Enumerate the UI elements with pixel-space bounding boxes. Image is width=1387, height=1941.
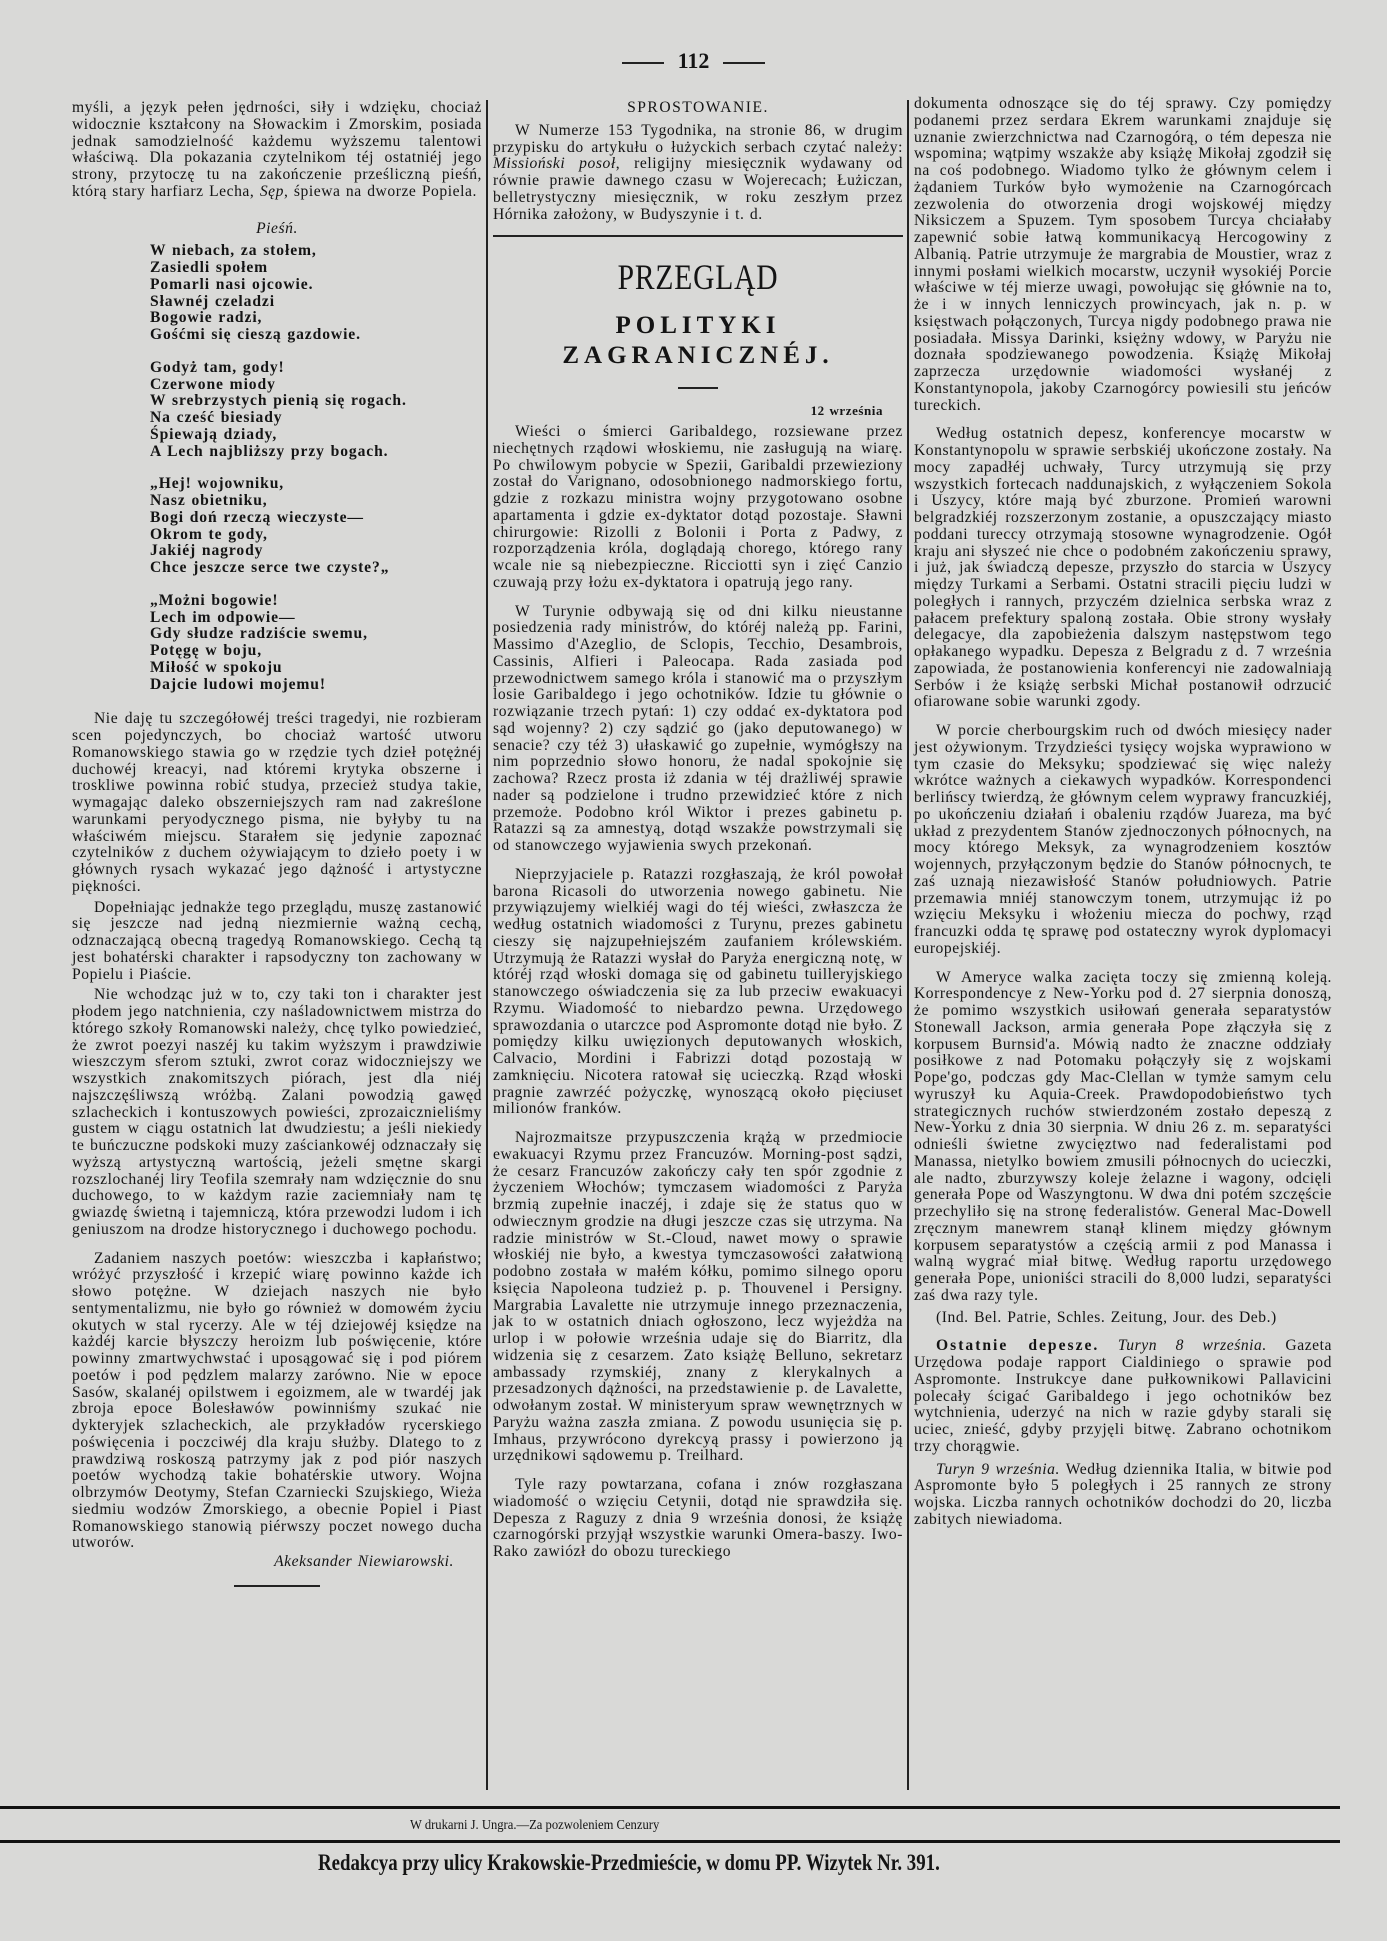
- paragraph: Nieprzyjaciele p. Ratazzi rozgłaszają, że król powołał barona Ricasoli do utworzenia nowego gabinetu. Nie przywiązujemy wielkiéj wagi do téj wieści, zwłaszcza że według ostatnich wiadomości z Turynu, prezes gabinetu cieszy się najzupełniejszém zaufaniem królewskiém. Utrzymują że Ratazzi wysłał do Paryża energiczną notę, w któréj rząd włoski domaga się od gabinetu tuilleryjskiego stanowczego oświadczenia się za lub przeciw ewakuacyi Rzymu. Wiadomość to niebardzo pewna. Urzędowego sprawozdania o utarczce pod Aspromonte dotąd nie było. Z pomiędzy kilku uwięzionych deputowanych włoskich, Calvacio, Mordini i Fabrizzi dotąd pozostają w zamknięciu. Nicotera ratował się ucieczką. Rząd włoski pragnie zawrzéć pożyczkę, wynoszącą około pięciuset milionów franków.: [493, 865, 903, 1118]
- poem-line: W niebach, za stołem,: [150, 242, 317, 260]
- sources-note: (Ind. Bel. Patrie, Schles. Zeitung, Jour. des Deb.): [936, 1308, 1277, 1326]
- dateline: Turyn 8 września.: [1117, 1337, 1267, 1355]
- page-number: [0, 48, 1387, 74]
- paragraph: Wieści o śmierci Garibaldego, rozsiewane przez niechętnych rządowi włoskiemu, nie zasługują na wiarę. Po chwilowym pobycie w Spezii, Garibaldi przewieziony został do Varignano, odosobnionego nadmorskiego fortu, gdzie z rozkazu ministra wojny przygotowano osobne apartamenta i gdzie ex-dyktator dotąd pozostaje. Sławni chirurgowie: Rizolli z Bolonii i Porta z Padwy, z rozporządzenia króla, doglądają chorego, którego rany wcale nie są niebezpieczne. Ricciotti syn i zięć Canzio czuwają przy łożu ex-dyktatora i opatrują jego rany.: [493, 423, 903, 591]
- poem-line: Chce jeszcze serce twe czyste?„: [150, 559, 390, 576]
- section-subtitle: POLITYKI ZAGRANICZNÉJ.: [562, 312, 834, 370]
- poem-line: Pomarli nasi ojcowie.: [150, 275, 314, 293]
- poem-line: Jakiéj nagrody: [150, 542, 264, 560]
- poem-line: Okrom te gody,: [150, 525, 268, 543]
- text: myśli, a język pełen jędrności, siły i wdzięku, chociaż widocznie kształcony na Słowackim i Zmorskim, posiada jednak samodzielność każdemu wyższemu talentowi właściwą. Dla pokazania czytelnikom téj ostatniéj jego strony, przytoczę tu na zakończenie prześliczną pieśń, którą stary harfiarz Lecha,: [72, 99, 482, 200]
- paragraph: dokumenta odnoszące się do téj sprawy. Czy pomiędzy podanemi przez serdara Ekrem warunkami znajduje się uznanie zwierzchnictwa nad Czarnogórą, o tém depesza nie wspomina; wątpimy wszakże aby książę Mikołaj zgodził się na coś podobnego. Wiadomo tylko że głównym celem i żądaniem Turków było wymożenie na Czarnogórcach zezwolenia do otworzenia drogi wojskowéj między Niksiczem a Spuzem. Tym sposobem Turcya chciałaby zapewnić sobie łatwą kommunikacyą Hercogowiny z Albanią. Patrie utrzymuje że margrabia de Moustier, wraz z innymi posłami wielkich mocarstw, uczynił wysokiéj Porcie właściwe w téj mierze uwagi, powołując się głównie na to, że i w innych lenniczych prowincyach, jak n. p. w księstwach połączonych, Turcya nigdy podobnego prawa nie posiadała. Missya Darinki, księżny wdowy, w Paryżu nie doznała spodziewanego powodzenia. Książę Mikołaj zaprzecza urzędownie wiadomości wysłanéj z Konstantynopola, jakoby Czarnogórcy powiesili stu jeńców tureckich.: [914, 95, 1332, 414]
- poem-line: Godyż tam, gody!: [150, 358, 285, 376]
- column-divider: [486, 100, 488, 1790]
- footer-rule: [0, 1840, 1340, 1843]
- poem-line: Lech im odpowie—: [150, 608, 296, 626]
- column-divider: [907, 100, 909, 1790]
- poem-line: Zasiedli społem: [150, 259, 269, 276]
- dateline: 12 września: [810, 403, 883, 419]
- poem-line: Bogi doń rzeczą wieczyste—: [150, 508, 364, 526]
- poem-line: Na cześć biesiady: [150, 409, 283, 426]
- author-signature: Akeksander Niewiarowski.: [274, 1553, 454, 1570]
- poem-stanza: [150, 360, 482, 461]
- poem-line: Nasz obietniku,: [150, 492, 268, 509]
- editorial-address: Redakcya przy ulicy Krakowskie-Przedmieście, w domu PP. Wizytek Nr. 391.: [318, 1850, 940, 1875]
- text: Według dziennika Italia, w bitwie pod Aspromonte było 5 poległych i 25 rannych ze strony wojska. Liczba rannych ochotników dochodzi do 20, liczba zabitych niewiadoma.: [914, 1460, 1332, 1528]
- poem-line: Gdy słudze radziście swemu,: [150, 625, 368, 643]
- paragraph: W porcie cherbourgskim ruch od dwóch miesięcy nader jest ożywionym. Trzydzieści tysięcy wojska wyprawiono w tym czasie do Meksyku; spodziewać się więc należy wkrótce ważnych a ciekawych wypadków. Korrespondenci berlińscy twierdzą, że głównym celem wyprawy francuzkiéj, po ukończeniu działań i obaleniu rządów Juareza, ma być układ z prezydentem Stanów zjednoczonych północnych, na mocy którego Meksyk, za wynagrodzeniem kosztów wojennych, przyłączonym będzie do Stanów północnych, te zaś uznają niezawisłość Stanów południowych. Patrie przemawia mniéj stanowczym tonem, utrzymując iż po wzięciu Meksyku i włożeniu miecza do pochwy, rząd francuzki odda tę sprawę pod ostateczny wyrok dyplomacyi europejskiéj.: [914, 722, 1332, 957]
- poem-stanza: [150, 243, 482, 344]
- poem: [72, 243, 482, 693]
- poem-line: „Hej! wojowniku,: [150, 475, 285, 493]
- text: , religijny miesięcznik wydawany od równie prawie dawnego czasu w Wojerecach; Łużiczan, belletrystyczny miesięcznik, w roku zeszłym przez Hórnika założony, w Budyszynie i t. d.: [493, 155, 903, 223]
- column-3: [914, 96, 1332, 1529]
- footer-rule: [0, 1806, 1340, 1809]
- poem-line: Dajcie ludowi mojemu!: [150, 675, 326, 693]
- paragraph: Nie daję tu szczegółowéj treści tragedyi, nie rozbieram scen pojedynczych, bo chociaż wartość utworu Romanowskiego stawia go w rzędzie tych dzieł potężnéj duchowéj kreacyi, nad któremi krytyka obszerne i troskliwe powinna robić studya, przecież studya takie, wymagając daleko obszerniejszych ram nad zakreślone warunkami peryodycznego pisma, nie byłyby tu na właściwém miejscu. Starałem się jedynie zapoznać czytelników z duchem ożywiającym to dzieło poety i w głównych rysach wykazać jego dążność i artystyczne piękności.: [72, 710, 482, 895]
- paragraph: Zadaniem naszych poetów: wieszczba i kapłaństwo; wróżyć przyszłość i krzepić wiarę powinno każde ich słowo potężne. W dziejach naszych nie było sentymentalizmu, nie było go również w domowém życiu okutych w stal rycerzy. Ale w téj dziejowéj księdze na każdéj karcie błyszczy heroizm lub poświęcenie, które powinny zmartwychwstać i uposągować się i pod piórem poetów i pod pędzlem malarzy zarówno. Nie w epoce Sasów, skalanéj opilstwem i egoizmem, ale w twardéj jak zbroja epoce Bolesławów powinniśmy szukać nie dykteryjek szlacheckich, ale przykładów rycerskiego poświęcenia i poczciwéj dla kraju służby. Dlatego to z prawdziwą roskoszą patrzymy jak z pod piór naszych poetów wychodzą takie bohatérskie utwory. Wojna olbrzymów Deotymy, Stefan Czarniecki Szujskiego, Wieża siedmiu wodzów Zmorskiego, a obecnie Popiel i Piast Romanowskiego stanowią piérwszy poczet nowego ducha utworów.: [72, 1249, 482, 1552]
- paragraph: W Ameryce walka zacięta toczy się zmienną koleją. Korrespondencye z New-Yorku pod d. 27 sierpnia donoszą, że pomimo wszystkich usiłowań generała separatystów Stonewall Jackson, armia generała Pope złączyła się z korpusem Burnsid'a. Mówią nadto że znaczne oddziały posiłkowe z nad Potomaku połączyły się z wojskami Pope'go, podczas gdy Mac-Clellan w tymże samym celu wyruszył ku Aquia-Creek. Prawdopodobieństwo tych strategicznych ruchów stwierdzoném zostało depeszą z New-Yorku z dnia 30 sierpnia. W dniu 26 z. m. separatyści odnieśli świetne zwycięztwo nad federalistami pod Manassa, nietylko bowiem zmusili północnych do ucieczki, ale nadto, zburzywszy koleje żelazne i wagony, odcięli generała Pope od Waszyngtonu. W dwa dni potém szczęście przechyliło się na stronę federalistów. General Mac-Dowell zręcznym manewrem stanął klinem między głównym korpusem separatystów a częścią armii z pod Manassa i walną wygrać miał bitwę. Według raportu urzędowego generała Pope, unioniści stracili do 8,000 ludzi, separatyści zaś dwa razy tyle.: [914, 968, 1332, 1304]
- correction-paragraph: [493, 123, 903, 224]
- paragraph: Dopełniając jednakże tego przeglądu, muszę zastanowić się jeszcze nad jedną niezmiernie ważną cechą, odznaczającą obecną tragedyą Romanowskiego. Cechą tą jest bohatérski charakter i rapsodyczny ton zachowany w Popielu i Piaście.: [72, 898, 482, 983]
- poem-line: Gośćmi się cieszą gazdowie.: [150, 326, 361, 343]
- poem-title: Pieśń.: [256, 219, 298, 237]
- poem-stanza: [150, 476, 482, 577]
- paragraph: Tyle razy powtarzana, cofana i znów rozgłaszana wiadomość o wzięciu Cetynii, dotąd nie sprawdziła się. Depesza z Raguzy z dnia 9 września donosi, że książę czarnogórski przyjął wszystkie warunki Omera-baszy. Iwo-Rako zawiózł do obozu tureckiego: [493, 1476, 903, 1560]
- paragraph: Nie wchodząc już w to, czy taki ton i charakter jest płodem jego natchnienia, czy naśladownictwem mistrza do którego szkoły Romanowski należy, chcę tylko powiedzieć, że zwrot poezyi naszéj ku takim wyższym i prawdziwie wieszczym sferom sztuki, zwrot coraz widoczniejszy we wszystkich znakomitszych piórach, jest dla niéj najszczęśliwszą wróżbą. Zalani powodzią gawęd szlacheckich i kontuszowych powieści, zprozaicznieliśmy gustem w ciągu ostatnich lat dwudziestu; a jeśli niekiedy te buńczuczne podskoki muzy zaściankowéj odznaczały się wyższą artystyczną wartością, jeżeli smętne skargi rozszlochanéj liry Teofila szemrały nam wdzięcznie do snu duchowego, to w każdym razie zaciemniały nam tę gwiazdę świetną i tajemniczą, która przewodzi ludom i ich geniuszom na drodze historycznego i duchowego pochodu.: [72, 986, 482, 1238]
- text: Gazeta Urzędowa podaje rapport Cialdiniego o sprawie pod Aspromonte. Instrukcye dane pułkownikowi Pallavicini polecały ścigać Garibaldego i jego ochotników bez wytchnienia, uderzyć na nich w razie gdyby starali się uciec, znieść, gdyby przyjęli bitwę. Zabrano ochotnikom trzy chorągwie.: [914, 1337, 1332, 1455]
- divider: [234, 1585, 320, 1587]
- italic-title: Missioński posoł: [493, 155, 616, 173]
- paragraph: Najrozmaitsze przypuszczenia krążą w przedmiocie ewakuacyi Rzymu przez Francuzów. Morning-post sądzi, że cesarz Francuzów zakończy cały ten spór zgodnie z życzeniem Włochów; tymczasem wiadomości z Paryża brzmią zupełnie inaczéj, i zdaje się że status quo w odwiecznym grodzie na długi jeszcze czas się utrzyma. Na radzie ministrów w St.-Cloud, nawet mowy o sprawie włoskiéj nie było, a kwestya tymczasowości załatwioną podobno została w małém kółku, pomimo silnego oporu księcia Napoleona tudzież p. p. Thouvenel i Persigny. Margrabia Lavalette nie utrzymuje innego przeznaczenia, jak to w ostatnich dniach ogłoszono, lecz wyjeżdża na urlop i w połowie września udaje się do Biarritz, dla widzenia się z cesarzem. Zato książę Belluno, sekretarz ambassady rzymskiéj, znany z klerykalnych a przesadzonych dążności, na przedstawienie p. de Lavalette, odwołanym został. W ministeryum spraw wewnętrznych w Paryżu ważna zaszła zmiana. Z powodu usunięcia się p. Imhaus, przywrócono dyrekcyą prassy i powierzono ją urzędnikowi sądowemu p. Treilhard.: [493, 1129, 903, 1465]
- poem-line: Sławnéj czeladzi: [150, 292, 275, 310]
- latest-dispatch-2: [914, 1462, 1332, 1529]
- correction-heading: SPROSTOWANIE.: [627, 99, 769, 116]
- paragraph: Według ostatnich depesz, konferencye mocarstw w Konstantynopolu w sprawie serbskiéj ukończone zostały. Na mocy zapadłéj uchwały, Turcy utrzymują się przy wszystkich fortecach naddunajskich, z wyłączeniem Sokola i Uszycy, które mają być zburzone. Promień warowni belgradzkiéj rozszerzonym zostanie, a opuszczający miasto poddani tureccy otrzymają stosowne wynagrodzenie. Ogół kraju ani słyszeć nie chce o podobném zakończeniu sprawy, i już, jak świadczą depesze, przyszło do starcia w Uszycy między Turkami a Serbami. Ostatni stracili pięciu ludzi w poległych i rannych, przyczém dzielnica serbska wraz z pałacem prefektury spaloną została. Obie strony wysłały delegacye, dla zapobieżenia dalszym następstwom tego opłakanego wypadku. Depesza z Belgradu z d. 7 września zapowiada, że postanowienia konferencyi nie zadowalniają Serbów i że książę serbski Michał postanowił odrzucić ofiarowane sobie warunki zgody.: [914, 425, 1332, 711]
- poem-line: Miłość w spokoju: [150, 658, 283, 676]
- poem-line: A Lech najbliższy przy bogach.: [150, 442, 389, 460]
- column-1: [72, 100, 482, 1601]
- latest-heading: Ostatnie depesze.: [936, 1337, 1100, 1355]
- section-title: PRZEGLĄD: [617, 257, 779, 298]
- printer-note: W drukarni J. Ungra.—Za pozwoleniem Cenzury: [410, 1818, 660, 1833]
- italic-name: Sęp: [259, 182, 284, 200]
- poem-stanza: [150, 593, 482, 694]
- text: W Numerze 153 Tygodnika, na stronie 86, w drugim przypisku do artykułu o łużyckich serbach czytać należy:: [493, 121, 903, 156]
- latest-dispatch-1: [914, 1338, 1332, 1455]
- poem-line: „Możni bogowie!: [150, 591, 279, 609]
- divider: [678, 387, 718, 389]
- poem-line: Śpiewają dziady,: [150, 425, 278, 443]
- intro-paragraph: [72, 100, 482, 201]
- column-2: [493, 100, 903, 1561]
- poem-line: Bogowie radzi,: [150, 309, 263, 327]
- divider: [493, 235, 903, 237]
- poem-line: W srebrzystych pienią się rogach.: [150, 392, 407, 410]
- dateline: Turyn 9 września.: [936, 1460, 1060, 1478]
- poem-line: Potęgę w boju,: [150, 642, 263, 659]
- text: , śpiewa na dworze Popiela.: [283, 182, 477, 200]
- page-number-text: 112: [677, 48, 710, 73]
- paragraph: W Turynie odbywają się od dni kilku nieustanne posiedzenia rady ministrów, do któréj należą pp. Farini, Massimo d'Azeglio, de Sclopis, Tecchio, Desambrois, Cassinis, Alfieri i Paleocapa. Rada zasiada pod przewodnictwem samego króla i stanowić ma o przyszłym losie Garibaldego i jego ochotników. Idzie tu głównie o rozwiązanie trzech pytań: 1) czy oddać ex-dyktatora pod sąd wojenny? 2) czy sądzić go (jako deputowanego) w senacie? czy téż 3) ułaskawić go zupełnie, wymógłszy na nim poprzednio słowo honoru, że nadal spokojnie się zachowa? Rzecz prosta iż zdania w téj drażliwéj sprawie nader są podzielone i trudno przewidzieć które z nich przemoże. Podobno król Wiktor i prezes gabinetu p. Ratazzi są za amnestyą, dotąd wszakże powstrzymali się od stanowczego wyjawienia swych przekonań.: [493, 602, 903, 854]
- poem-line: Czerwone miody: [150, 375, 276, 393]
